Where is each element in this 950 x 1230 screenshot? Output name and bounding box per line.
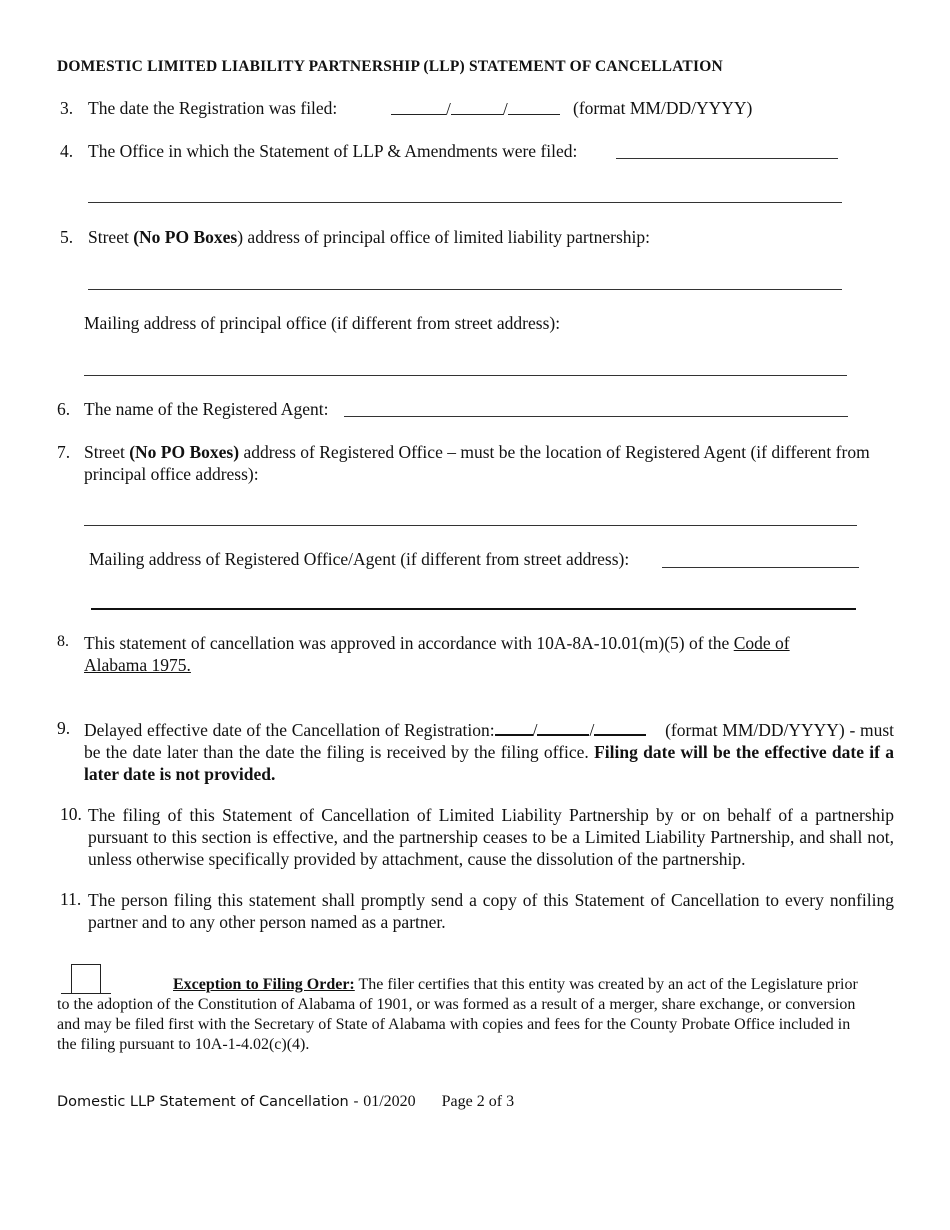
registered-office-mailing-label: Mailing address of Registered Office/Agent (if different from street address): [89,549,630,569]
registration-date-field[interactable] [391,98,560,120]
principal-mailing-label: Mailing address of principal office (if different from street address): [84,313,561,333]
item-5-label: Street (No PO Boxes) address of principal office of limited liability partnership: [88,227,650,247]
item-6-number: 6. [57,399,71,419]
item-8-text: This statement of cancellation was approved in accordance with 10A-8A-10.01(m)(5) of the Code of Alabama 1975. [84,633,790,675]
registered-office-mailing-field[interactable] [662,567,859,568]
registration-month-blank[interactable] [391,98,446,115]
registered-office-mailing-field-line-2[interactable] [91,608,856,610]
date-separator: / [446,99,451,119]
item-3-label: The date the Registration was filed: [88,98,338,118]
registered-office-street-field[interactable] [84,525,857,526]
registered-agent-name-field[interactable] [344,416,848,417]
principal-street-address-field[interactable] [88,289,842,290]
item-5-number: 5. [60,227,74,247]
registration-day-blank[interactable] [451,98,503,115]
date-separator: / [502,99,508,119]
effective-year-blank[interactable] [594,718,646,736]
footer-page-number: Page 2 of 3 [441,1093,515,1110]
registration-year-blank[interactable] [508,98,560,115]
item-11-text: The person filing this statement shall promptly send a copy of this Statement of Cancellation to every nonfiling partner and to any other person named as a partner. [88,890,894,932]
footer-form-date: 01/2020 [363,1093,416,1110]
item-7-label: Street (No PO Boxes) address of Registered Office – must be the location of Registered Agent (if different from principal office address): [84,442,870,484]
exception-heading: Exception to Filing Order: [173,976,355,993]
footer-form-name: Domestic LLP Statement of Cancellation - [57,1094,364,1110]
item-3-format-hint: (format MM/DD/YYYY) [573,98,753,118]
principal-mailing-address-field[interactable] [84,375,847,376]
item-10-number: 10. [60,804,82,824]
page-title: DOMESTIC LIMITED LIABILITY PARTNERSHIP (LLP) STATEMENT OF CANCELLATION [57,58,723,75]
effective-month-blank[interactable] [495,718,533,736]
effective-day-blank[interactable] [537,718,589,736]
item-10-text: The filing of this Statement of Cancellation of Limited Liability Partnership by or on behalf of a partnership pursuant to this section is effective, and the partnership ceases to be a Limited Liability Partnership, and shall not, unless otherwise specifically provided by attachment, cause the dissolution of the partnership. [88,805,894,869]
item-4-number: 4. [60,141,74,161]
filing-office-field-line-2[interactable] [88,202,842,203]
item-3-number: 3. [60,98,74,118]
item-11-number: 11. [60,889,82,909]
item-4-label: The Office in which the Statement of LLP & Amendments were filed: [88,141,578,161]
item-9-number: 9. [57,718,71,738]
item-8-number: 8. [57,633,69,650]
exception-text: Exception to Filing Order: The filer certifies that this entity was created by an act of the Legislature prior to the adoption of the Constitution of Alabama of 1901, or was formed as a result of a merger, share exchange, or conversion and may be filed first with the Secretary of State of Alabama with copies and fees for the County Probate Office included in the filing pursuant to 10A-1-4.02(c)(4). [57,976,858,1053]
item-6-label: The name of the Registered Agent: [84,399,329,419]
code-of-alabama-reference: Code of Alabama 1975. [84,633,790,675]
filing-office-field[interactable] [616,158,838,159]
item-7-number: 7. [57,442,71,462]
item-9-text: Delayed effective date of the Cancellation of Registration: / / (format MM/DD/YYYY) - must be the date later than the date the filing is received by the filing office. Filing date will be the effective date if a later date is not provided. [84,720,895,784]
footer [57,1090,514,1111]
